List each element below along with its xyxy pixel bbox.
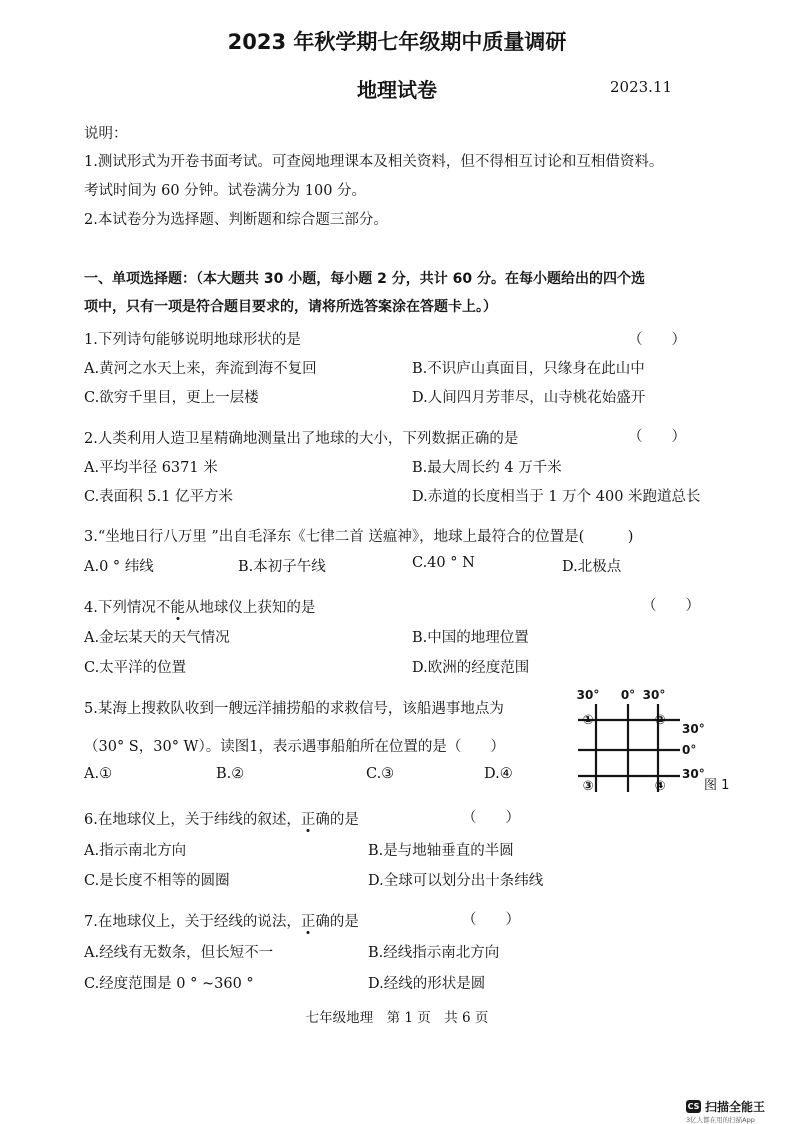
marker-2: ② [654,713,666,728]
right-label-lat-north: 30° [682,722,705,736]
marker-3: ③ [582,779,594,794]
q4-option-a: A.金坛某天的天气情况 [84,630,230,646]
scanner-logo-icon: CS [687,1102,700,1111]
q6-emphasis-char: 正 [300,812,316,828]
instructions-line-2: 考试时间为 60 分钟。试卷满分为 100 分。 [84,183,367,199]
q4-stem-post: 从地球仪上获知的是 [184,600,316,616]
q6-stem-post: 确的是 [315,812,359,828]
page-footer: 七年级地理 第 1 页 共 6 页 [305,1010,489,1026]
q7-answer-paren: （ ） [462,912,520,928]
q2-option-c: C.表面积 5.1 亿平方米 [84,489,233,505]
q3-option-d: D.北极点 [562,559,622,575]
instructions-heading: 说明： [84,126,128,142]
q7-option-b: B.经线指示南北方向 [368,945,500,961]
q6-answer-paren: （ ） [462,810,520,826]
instructions-line-1: 1.测试形式为开卷书面考试。可查阅地理课本及相关资料，但不得相互讨论和互相借资料。 [84,154,664,170]
exam-title: 2023 年秋学期七年级期中质量调研 [227,30,567,54]
q5-option-c: C.③ [366,766,395,782]
q5-stem-line-2: （30° S，30° W）。读图1，表示遇事船舶所在位置的是（ ） [84,739,505,755]
q1-stem: 1.下列诗句能够说明地球形状的是 [84,332,301,348]
instructions-line-3: 2.本试卷分为选择题、判断题和综合题三部分。 [84,212,388,228]
top-label-lon-west: 30° [576,688,600,702]
marker-1: ① [582,713,594,728]
q4-answer-paren: （ ） [642,598,700,614]
q2-option-b: B.最大周长约 4 万千米 [412,460,562,476]
q1-answer-paren: （ ） [628,332,686,348]
exam-subtitle: 地理试卷 [357,78,437,102]
q3-stem: 3.“坐地日行八万里 ”出自毛泽东《七律二首 送瘟神》，地球上最符合的位置是( ) [84,529,634,545]
q4-option-d: D.欧洲的经度范围 [412,660,530,676]
section1-heading-line-2: 项中，只有一项是符合题目要求的，请将所选答案涂在答题卡上。） [84,299,497,315]
figure1-latlong-grid [568,686,736,796]
marker-4: ④ [654,779,666,794]
right-label-lat-south: 30° [682,767,705,781]
q1-option-d: D.人间四月芳菲尽，山寺桃花始盛开 [412,390,646,406]
exam-date: 2023.11 [610,78,673,96]
q7-emphasis-char: 正 [300,914,316,930]
q4-emphasis-char: 能 [170,600,185,616]
q5-option-a: A.① [84,766,113,782]
q7-option-d: D.经线的形状是圆 [368,976,486,992]
top-label-lon-east: 30° [642,688,666,702]
q2-option-d: D.赤道的长度相当于 1 万个 400 米跑道总长 [412,489,701,505]
q5-stem-line-1: 5.某海上搜救队收到一艘远洋捕捞船的求救信号，该船遇事地点为 [84,701,504,717]
q1-option-a: A.黄河之水天上来，奔流到海不复回 [84,361,317,377]
top-label-lon-prime: 0° [620,688,636,702]
q7-option-a: A.经线有无数条，但长短不一 [84,945,274,961]
q5-option-d: D.④ [484,766,513,782]
q4-option-c: C.太平洋的位置 [84,660,187,676]
q4-option-b: B.中国的地理位置 [412,630,529,646]
q6-stem-pre: 6.在地球仪上，关于纬线的叙述， [84,812,301,828]
q6-stem [84,808,359,829]
q2-option-a: A.平均半径 6371 米 [84,460,218,476]
q6-option-d: D.全球可以划分出十条纬线 [368,873,544,889]
q5-option-b: B.② [216,766,245,782]
q7-option-c: C.经度范围是 0 ° ~360 ° [84,976,254,992]
q6-option-b: B.是与地轴垂直的半圆 [368,843,514,859]
q3-option-c: C.40 ° N [412,555,475,571]
section1-heading-line-1: 一、单项选择题：（本大题共 30 小题，每小题 2 分，共计 60 分。在每小题给出的四个选 [84,271,645,287]
q2-answer-paren: （ ） [628,429,686,445]
right-label-lat-equator: 0° [682,743,697,757]
q4-stem-pre: 4.下列情况不 [84,600,171,616]
q1-option-b: B.不识庐山真面目，只缘身在此山中 [412,361,645,377]
scanner-watermark [686,1098,786,1124]
q3-option-a: A.0 ° 纬线 [84,559,154,575]
q2-stem: 2.人类利用人造卫星精确地测量出了地球的大小，下列数据正确的是 [84,431,519,447]
q7-stem-post: 确的是 [315,914,359,930]
q7-stem-pre: 7.在地球仪上，关于经线的说法， [84,914,301,930]
q3-option-b: B.本初子午线 [238,559,326,575]
figure1-caption: 图 1 [704,778,730,793]
q6-option-a: A.指示南北方向 [84,843,187,859]
scanner-app-name: 扫描全能王 [705,1100,766,1114]
q1-option-c: C.欲穷千里目，更上一层楼 [84,390,259,406]
q7-stem [84,910,359,931]
q6-option-c: C.是长度不相等的圆圈 [84,873,230,889]
q4-stem [84,596,315,617]
scanner-tagline: 3亿人都在用的扫描App [686,1116,755,1124]
